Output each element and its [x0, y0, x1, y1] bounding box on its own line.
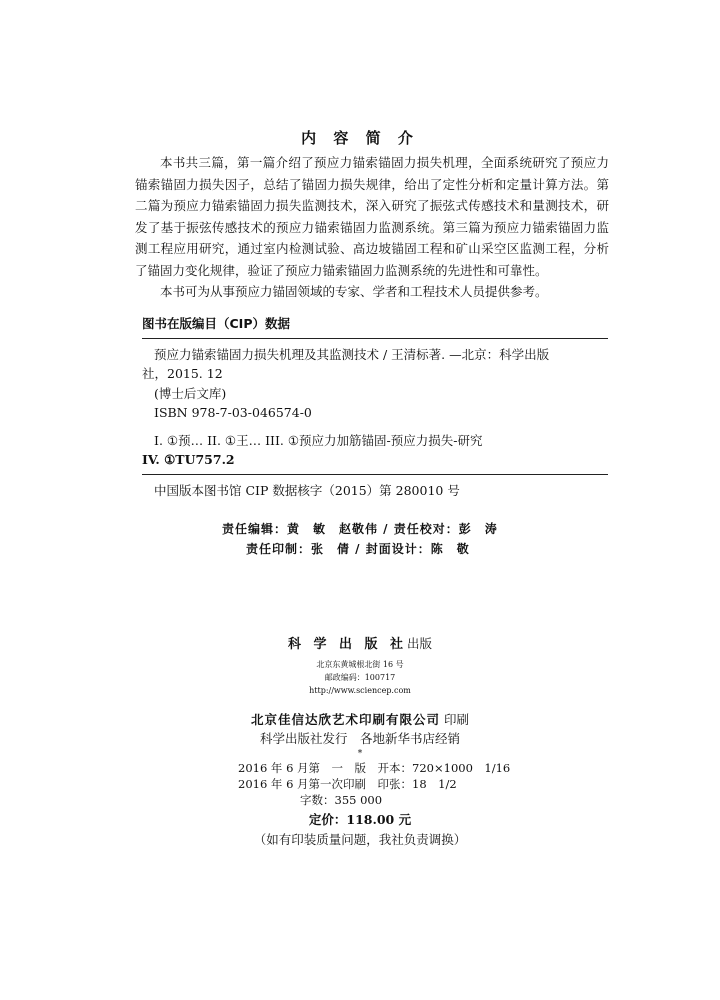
cip-heading: 图书在版编目（CIP）数据: [142, 316, 290, 331]
page-title: 内 容 简 介: [301, 129, 419, 147]
editors-line-1: 责任编辑：黄 敏 赵敬伟 / 责任校对：彭 涛: [222, 522, 498, 536]
cip-line-1: 预应力锚索锚固力损失机理及其监测技术 / 王清标著. —北京：科学出版: [154, 346, 550, 362]
edition-line: 2016 年 6 月第 一 版 开本：720×1000 1/16: [238, 761, 511, 775]
cip-top-rule: [142, 338, 608, 339]
word-count: 字数：355 000: [300, 793, 383, 807]
press-postcode: 邮政编码：100717: [324, 673, 396, 682]
price-block: [0, 810, 720, 850]
quality-note: （如有印装质量问题，我社负责调换）: [253, 832, 467, 847]
intro-section: [135, 152, 609, 303]
cip-classification-1: I. ①预… II. ①王… III. ①预应力加筋锚固-预应力损失-研究: [154, 432, 483, 448]
cip-verify-number: 中国版本图书馆 CIP 数据核字（2015）第 280010 号: [154, 482, 460, 498]
press-name-suffix: 出版: [407, 636, 433, 651]
editors-line-2: 责任印制：张 倩 / 封面设计：陈 敬: [246, 542, 470, 556]
separator-star: *: [357, 749, 363, 759]
press-address: 北京东黄城根北街 16 号: [316, 660, 404, 669]
distribution-line: 科学出版社发行 各地新华书店经销: [259, 731, 460, 746]
press-block: [0, 633, 720, 697]
intro-paragraph-1: 本书共三篇，第一篇介绍了预应力锚索锚固力损失机理，全面系统研究了预应力锚索锚固力损失因子，总结了锚固力损失规律，给出了定性分析和定量计算方法。第二篇为预应力锚索锚固力损失监测技术，深入研究了振弦式传感技术和量测技术，研发了基于振弦传感技术的预应力锚索锚固力监测系统。第三篇为预应力锚索锚固力监测工程应用研究，通过室内检测试验、高边坡锚固工程和矿山采空区监测工程，分析了锚固力变化规律，验证了预应力锚索锚固力监测系统的先进性和可靠性。: [135, 155, 609, 278]
cip-block: [142, 314, 608, 500]
cip-line-2: 社，2015. 12: [142, 366, 223, 381]
cip-classification-2: IV. ①TU757.2: [142, 452, 235, 467]
printing-line: 2016 年 6 月第一次印刷 印张：18 1/2: [238, 777, 457, 791]
cip-line-3: (博士后文库): [154, 385, 227, 401]
cip-isbn: ISBN 978-7-03-046574-0: [154, 405, 312, 420]
printer-suffix: 印刷: [443, 712, 469, 727]
printer-name: 北京佳信达欣艺术印刷有限公司: [250, 712, 440, 727]
press-url: http://www.sciencep.com: [309, 686, 411, 695]
publication-info: [238, 760, 510, 808]
printer-block: [0, 710, 720, 760]
price: 定价：118.00 元: [308, 812, 412, 827]
intro-paragraph-2: 本书可为从事预应力锚固领域的专家、学者和工程技术人员提供参考。: [160, 284, 548, 299]
cip-bottom-rule: [142, 474, 608, 475]
editors-block: [222, 519, 582, 559]
press-name: 科 学 出 版 社: [287, 637, 408, 652]
